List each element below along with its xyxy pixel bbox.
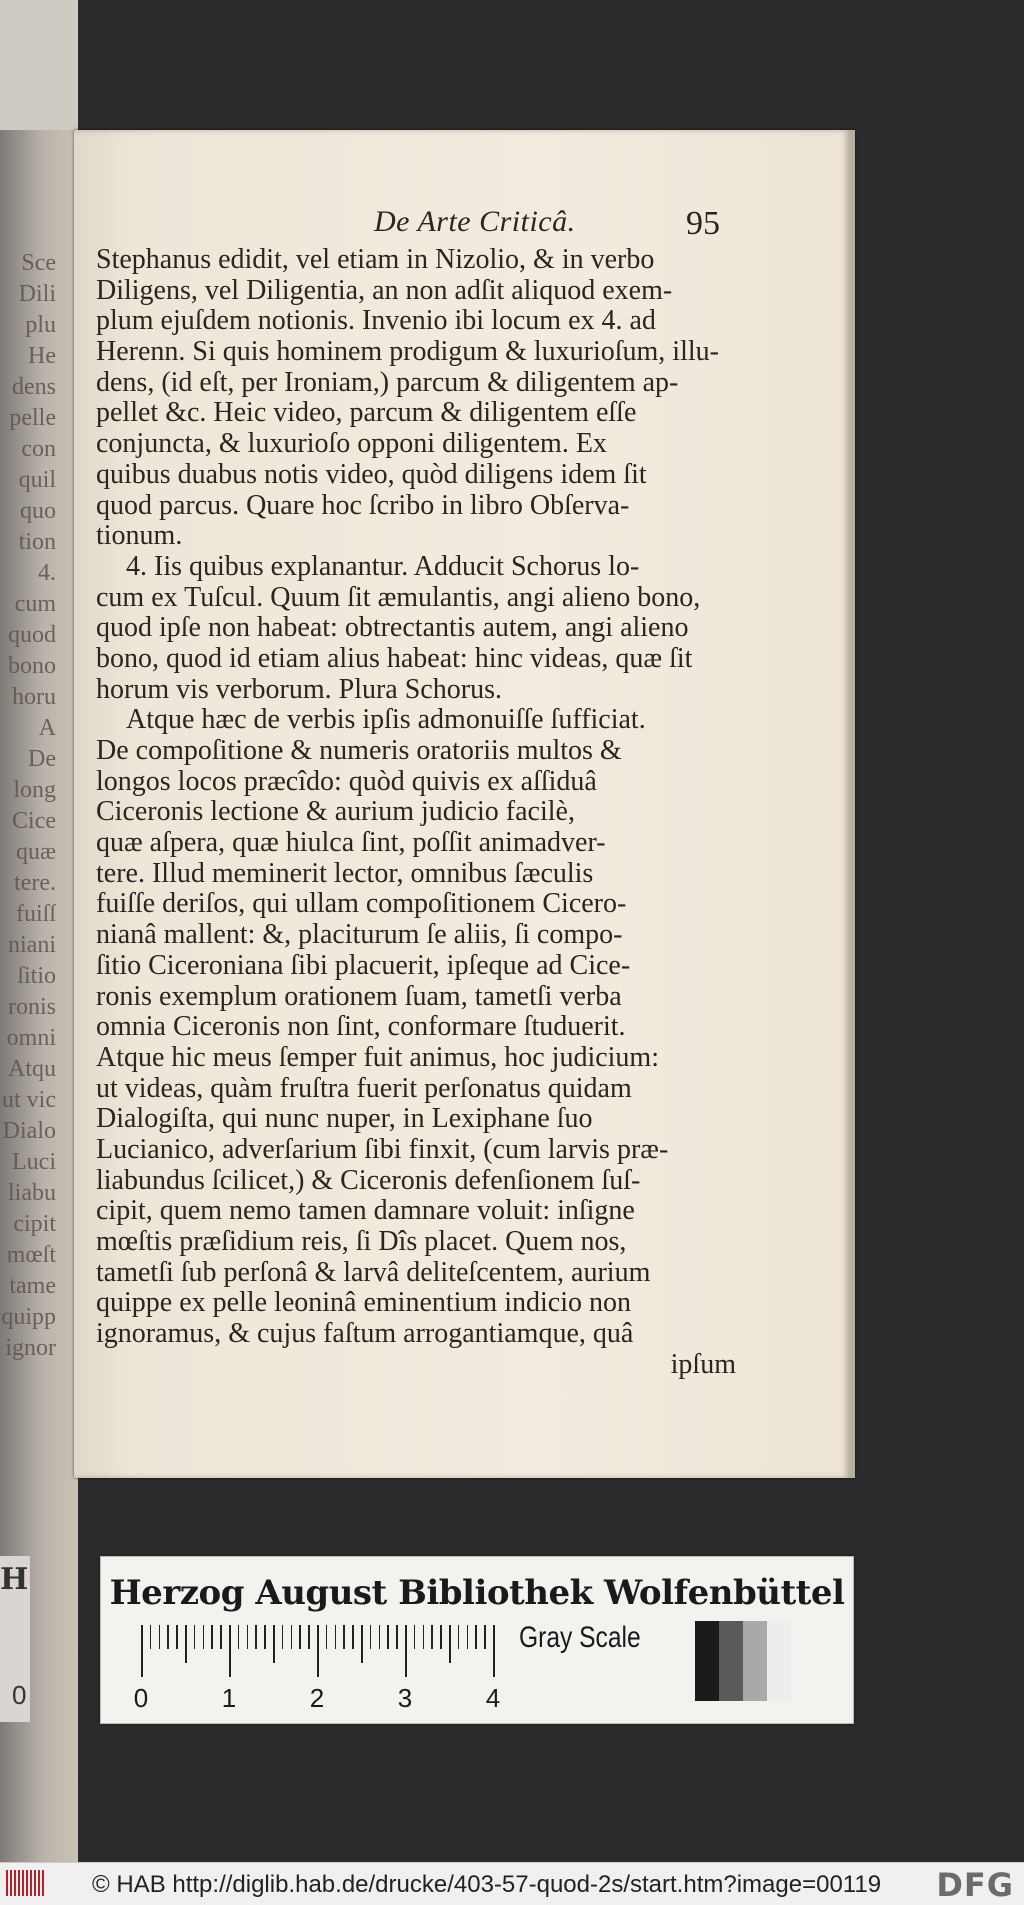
text-line: ignoramus, & cujus faſtum arrogantiamque, quâ <box>96 1318 634 1350</box>
page-number: 95 <box>686 205 720 242</box>
ruler-tick <box>326 1625 328 1649</box>
left-page-fragment: ronis <box>8 994 56 1020</box>
left-page-fragment: mœſt <box>6 1242 56 1268</box>
left-page-fragment: ut vic <box>2 1087 56 1113</box>
text-line: ipſum <box>670 1348 736 1380</box>
gray-swatch <box>767 1621 791 1701</box>
text-line: Dialogiſta, qui nunc nuper, in Lexiphane ſuo <box>96 1103 593 1135</box>
text-line: Stephanus edidit, vel etiam in Nizolio, & in verbo <box>96 244 655 275</box>
ruler-tick <box>238 1625 240 1649</box>
text-line: De compoſitione & numeris oratoriis multos & <box>96 735 622 766</box>
left-page-fragment: quod <box>8 622 56 648</box>
text-line: tametſi ſub perſonâ & larvâ deliteſcentem, aurium <box>96 1256 651 1288</box>
text-line: quibus duabus notis video, quòd diligens idem ſit <box>96 458 647 490</box>
color-target-edge-label: H <box>0 1562 29 1597</box>
text-line: 4. Iis quibus explanantur. Adducit Schorus lo- <box>126 550 640 582</box>
left-page-fragment: Luci <box>12 1149 56 1175</box>
ruler-number: 4 <box>485 1683 501 1713</box>
footer-bar <box>0 1862 1024 1905</box>
left-page-fragment: quo <box>20 498 56 524</box>
ruler-tick <box>299 1625 301 1649</box>
left-page-fragments <box>0 248 56 1364</box>
ruler-tick <box>211 1625 213 1649</box>
text-line: Ciceronis lectione & aurium judicio facilè, <box>96 796 575 828</box>
left-page-fragment: He <box>28 343 56 369</box>
barcode-icon <box>6 1870 46 1896</box>
dfg-logo: DFG <box>936 1866 1014 1904</box>
page-text-block <box>96 245 736 1380</box>
ruler-tick <box>361 1625 363 1663</box>
ruler-tick <box>255 1625 257 1649</box>
ruler-tick <box>273 1625 275 1663</box>
gray-scale-swatches <box>695 1621 791 1701</box>
ruler-tick <box>467 1625 469 1649</box>
text-line: horum vis verborum. Plura Schorus. <box>96 673 502 705</box>
left-page-fragment: plu <box>25 312 56 338</box>
text-line: Herenn. Si quis hominem prodigum & luxurioſum, illu- <box>96 336 719 368</box>
ruler-tick <box>431 1625 433 1649</box>
ruler-tick <box>220 1625 222 1649</box>
text-line: fuiſſe deriſos, qui ullam compoſitionem Cicero- <box>96 888 627 920</box>
left-page-fragment: liabu <box>8 1180 56 1206</box>
color-target-edge-number: 0 <box>12 1680 27 1710</box>
ruler-tick <box>247 1625 249 1649</box>
text-line: Lucianico, adverſarium ſibi finxit, (cum larvis præ- <box>96 1133 669 1165</box>
text-line: Atque hic meus ſemper fuit animus, hoc judicium: <box>96 1041 659 1073</box>
text-line: quod ipſe non habeat: obtrectantis autem, angi alieno <box>96 612 689 644</box>
ruler-tick <box>475 1625 477 1649</box>
ruler-number: 0 <box>133 1683 149 1713</box>
left-page-fragment: long <box>13 777 56 803</box>
gray-swatch <box>695 1621 719 1701</box>
left-page-fragment: quil <box>18 467 56 493</box>
ruler-tick <box>396 1625 398 1649</box>
ruler-tick <box>141 1625 143 1677</box>
text-line: Atque hæc de verbis ipſis admonuiſſe ſufficiat. <box>126 704 646 736</box>
ruler-tick <box>405 1625 407 1677</box>
left-page-fragment: A <box>38 715 56 741</box>
text-line: ronis exemplum orationem ſuam, tametſi verba <box>96 980 622 1012</box>
left-page-fragment: De <box>28 746 56 772</box>
scale-ruler <box>133 1625 501 1713</box>
background-upper-left <box>0 0 78 130</box>
text-line: Diligens, vel Diligentia, an non adſit aliquod exem- <box>96 274 673 306</box>
ruler-number: 2 <box>309 1683 325 1713</box>
source-url[interactable]: © HAB http://diglib.hab.de/drucke/403-57-quod-2s/start.htm?image=00119 <box>92 1871 882 1898</box>
ruler-tick <box>352 1625 354 1649</box>
text-line: bono, quod id etiam alius habeat: hinc videas, quæ ſit <box>96 642 693 674</box>
ruler-tick <box>423 1625 425 1649</box>
left-page-fragment: ſitio <box>17 963 56 989</box>
ruler-tick <box>343 1625 345 1649</box>
left-page-fragment: Sce <box>21 250 56 276</box>
left-page-fragment: con <box>21 436 56 462</box>
text-line: nianâ mallent: &, placiturum ſe aliis, ſi compo- <box>96 919 623 951</box>
ruler-tick <box>150 1625 152 1649</box>
ruler-tick <box>440 1625 442 1649</box>
text-line: mœſtis præſidium reis, ſi Dîs placet. Quem nos, <box>96 1226 627 1257</box>
ruler-tick <box>379 1625 381 1649</box>
left-page-fragment: tere. <box>14 870 56 896</box>
text-line: tionum. <box>96 520 183 552</box>
ruler-tick <box>185 1625 187 1663</box>
text-line: dens, (id eſt, per Ironiam,) parcum & diligentem ap- <box>96 366 679 398</box>
ruler-tick <box>282 1625 284 1649</box>
text-line: ſitio Ciceroniana ſibi placuerit, ipſeque ad Cice- <box>96 949 631 981</box>
left-page-fragment: Dili <box>18 281 56 307</box>
left-page-fragment: bono <box>8 653 56 679</box>
ruler-tick <box>387 1625 389 1649</box>
ruler-tick <box>264 1625 266 1649</box>
ruler-tick <box>229 1625 231 1677</box>
ruler-tick <box>194 1625 196 1649</box>
text-line: plum ejuſdem notionis. Invenio ibi locum ex 4. ad <box>96 305 656 337</box>
ruler-tick <box>203 1625 205 1649</box>
gray-swatch <box>719 1621 743 1701</box>
left-page-fragment: fuiſſ <box>16 901 56 927</box>
ruler-tick <box>176 1625 178 1649</box>
ruler-tick <box>414 1625 416 1649</box>
text-line: conjuncta, & luxurioſo opponi diligentem. Ex <box>96 428 607 460</box>
ruler-number: 1 <box>221 1683 237 1713</box>
left-page-fragment: dens <box>12 374 56 400</box>
library-name: Herzog August Bibliothek Wolfenbüttel <box>109 1573 845 1613</box>
left-page-fragment: tion <box>18 529 56 555</box>
ruler-tick <box>493 1625 495 1677</box>
ruler-tick <box>317 1625 319 1677</box>
text-line: longos locos præcîdo: quòd quivis ex aſſiduâ <box>96 765 597 797</box>
gray-swatch <box>743 1621 767 1701</box>
left-page-fragment: pelle <box>9 405 56 431</box>
ruler-tick <box>335 1625 337 1649</box>
left-page-fragment: quipp <box>1 1304 56 1330</box>
text-line: omnia Ciceronis non ſint, conformare ſtuduerit. <box>96 1011 626 1043</box>
text-line: liabundus ſcilicet,) & Ciceronis defenſionem ſuſ- <box>96 1164 641 1196</box>
ruler-number: 3 <box>397 1683 413 1713</box>
book-page <box>74 130 855 1478</box>
left-page-fragment: niani <box>8 932 56 958</box>
text-line: pellet &c. Heic video, parcum & diligentem eſſe <box>96 397 637 429</box>
left-page-fragment: Cice <box>12 808 56 834</box>
left-page-fragment: Dialo <box>2 1118 56 1144</box>
left-page-fragment: cum <box>14 591 56 617</box>
left-page-fragment: cipit <box>13 1211 56 1237</box>
scan-color-target <box>100 1556 854 1724</box>
ruler-tick <box>370 1625 372 1649</box>
text-line: cum ex Tuſcul. Quum ſit æmulantis, angi alieno bono, <box>96 581 701 613</box>
text-line: quæ aſpera, quæ hiulca ſint, poſſit animadver- <box>96 827 606 859</box>
ruler-tick <box>159 1625 161 1649</box>
ruler-tick <box>308 1625 310 1649</box>
text-line: tere. Illud meminerit lector, omnibus ſæculis <box>96 857 594 889</box>
ruler-tick <box>291 1625 293 1649</box>
left-page-fragment: Atqu <box>8 1056 56 1082</box>
left-page-fragment: horu <box>12 684 56 710</box>
ruler-tick <box>484 1625 486 1649</box>
left-page-fragment: omni <box>6 1025 56 1051</box>
ruler-tick <box>458 1625 460 1649</box>
left-page-fragment: 4. <box>38 560 56 586</box>
ruler-tick <box>167 1625 169 1649</box>
left-page-fragment: tame <box>9 1273 56 1299</box>
left-page-fragment: quæ <box>15 839 56 865</box>
text-line: quippe ex pelle leoninâ eminentium indicio non <box>96 1287 631 1319</box>
running-head: De Arte Criticâ. <box>374 205 576 238</box>
text-line: ut videas, quàm fruſtra fuerit perſonatus quidam <box>96 1072 632 1104</box>
text-line: quod parcus. Quare hoc ſcribo in libro Obſerva- <box>96 489 630 521</box>
gray-scale-label: Gray Scale <box>519 1621 641 1654</box>
ruler-tick <box>449 1625 451 1663</box>
left-page-fragment: ignor <box>5 1335 56 1361</box>
text-line: cipit, quem nemo tamen damnare voluit: inſigne <box>96 1195 635 1227</box>
